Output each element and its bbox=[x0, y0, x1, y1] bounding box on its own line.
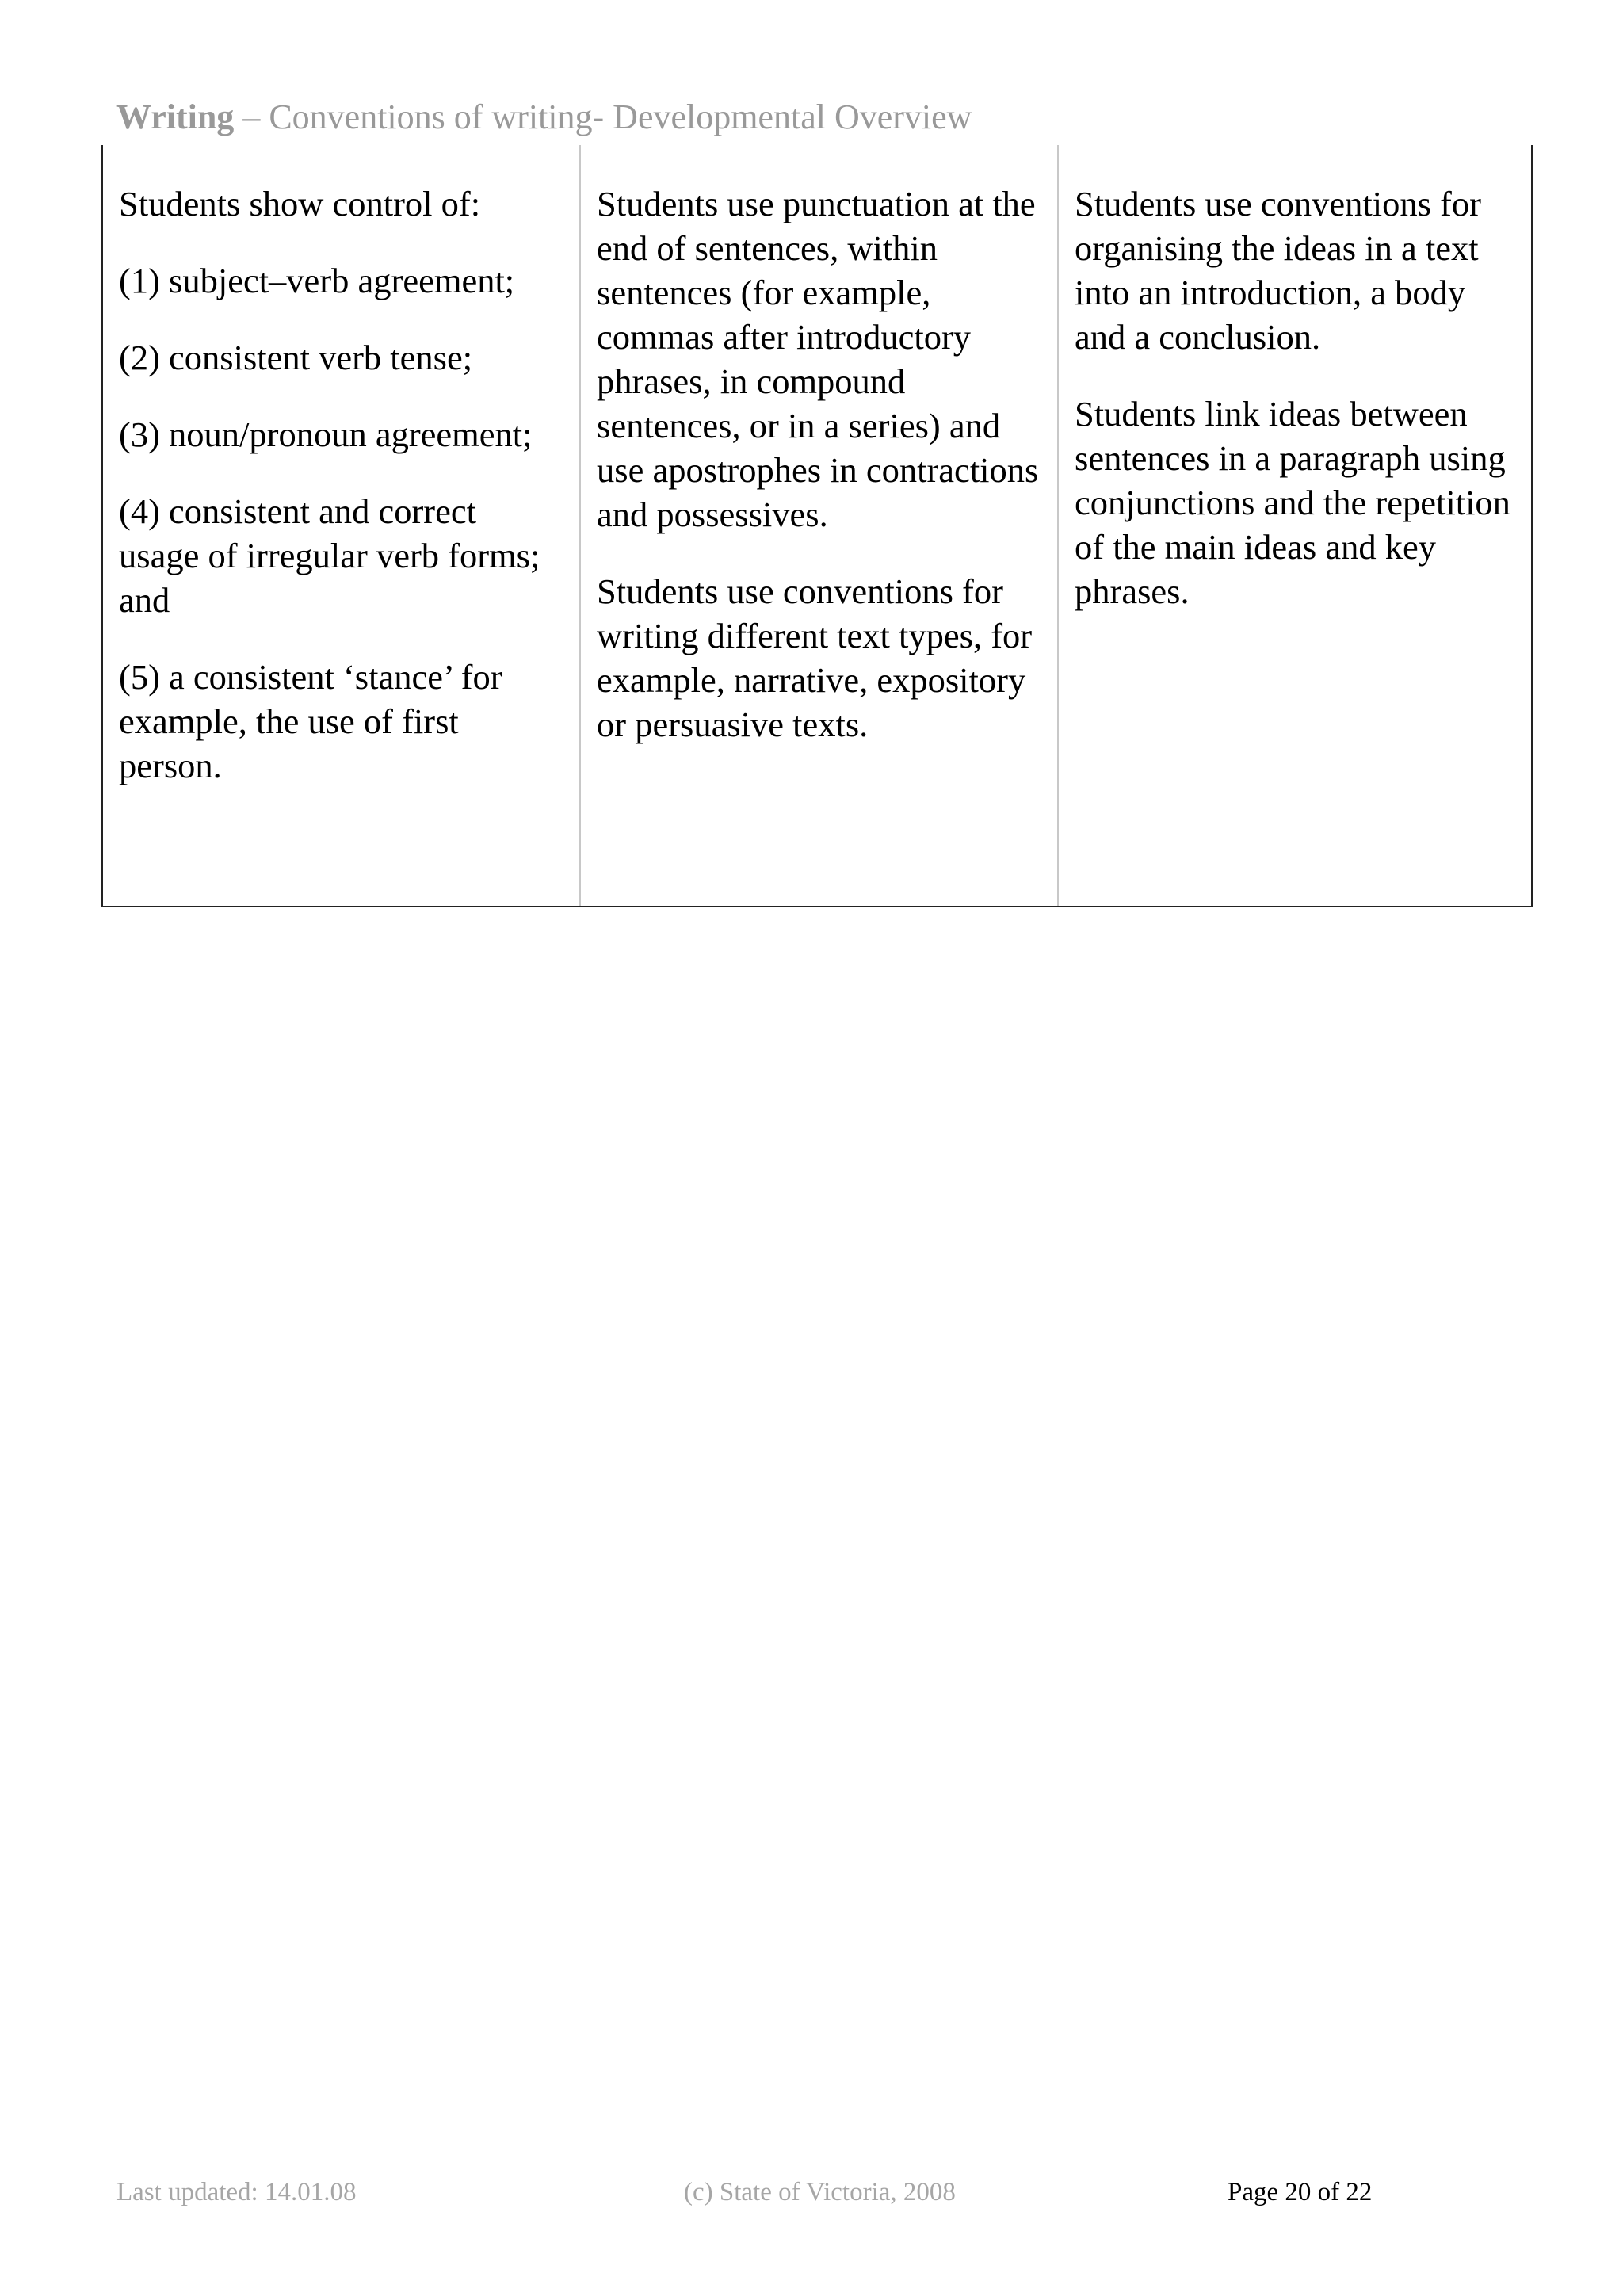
table-cell-paragraph: Students link ideas between sentences in a paragraph using conjunctions and the repetition of the main ideas and key phrases. bbox=[1075, 394, 1510, 611]
page-header bbox=[116, 97, 972, 136]
developmental-overview-table bbox=[101, 145, 1533, 907]
footer-page-number: Page 20 of 22 bbox=[1228, 2178, 1373, 2206]
footer-copyright: (c) State of Victoria, 2008 bbox=[684, 2178, 956, 2206]
header-section-title: Writing bbox=[116, 97, 235, 136]
table-cell-paragraph: (3) noun/pronoun agreement; bbox=[119, 415, 533, 454]
table-cell-paragraph: (2) consistent verb tense; bbox=[119, 338, 473, 377]
table-cell-paragraph: Students use punctuation at the end of sentences, within sentences (for example, commas after introductory phrases, in compound sentences, or in a series) and use apostrophes in contractions and possessives. bbox=[597, 184, 1039, 534]
table-cell-paragraph: Students use conventions for organising the ideas in a text into an introduction, a body and a conclusion. bbox=[1075, 184, 1481, 357]
table-column-1 bbox=[103, 145, 581, 906]
header-subtitle: – Conventions of writing- Developmental Overview bbox=[234, 97, 972, 136]
table-cell-paragraph: (5) a consistent ‘stance’ for example, the use of first person. bbox=[119, 657, 502, 785]
table-column-3 bbox=[1059, 145, 1531, 906]
table-cell-paragraph: (4) consistent and correct usage of irregular verb forms; and bbox=[119, 491, 540, 620]
table-column-2 bbox=[581, 145, 1059, 906]
table-cell-paragraph: Students use conventions for writing different text types, for example, narrative, expository or persuasive texts. bbox=[597, 571, 1033, 744]
table-cell-paragraph: Students show control of: bbox=[119, 184, 481, 223]
footer-last-updated: Last updated: 14.01.08 bbox=[116, 2178, 357, 2206]
table-cell-paragraph: (1) subject–verb agreement; bbox=[119, 261, 515, 300]
